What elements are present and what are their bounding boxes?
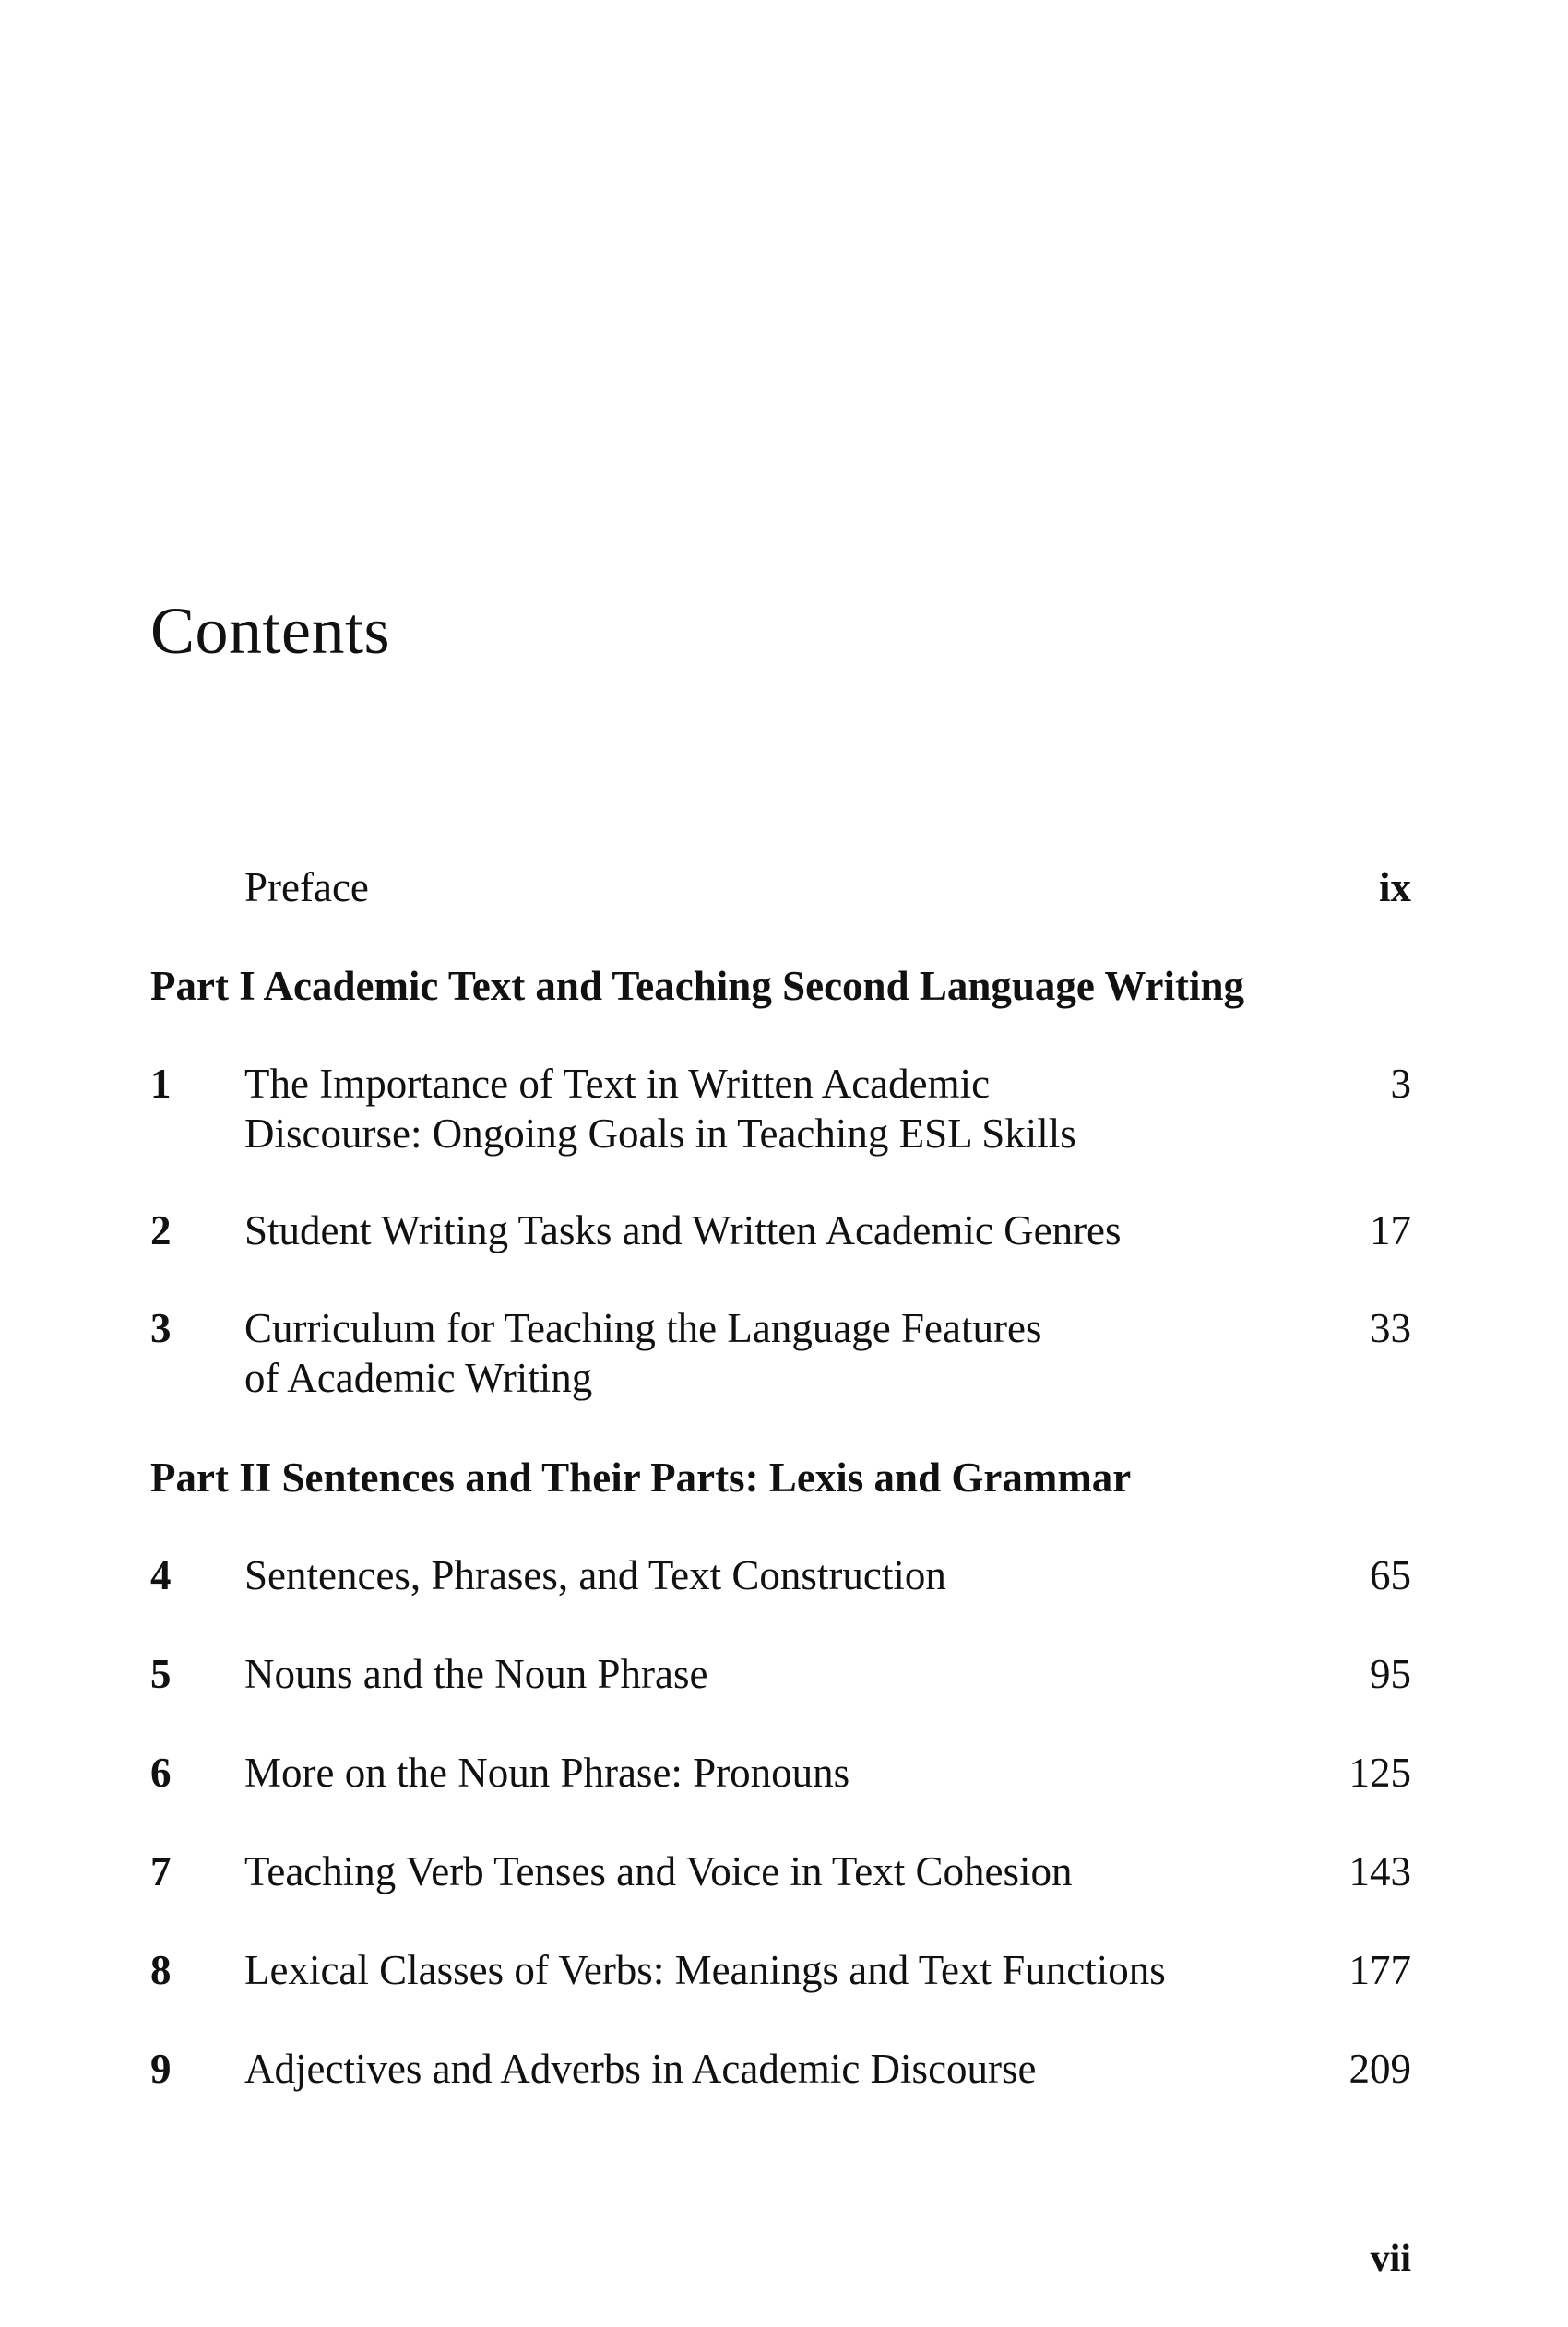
page-title: Contents <box>150 594 391 668</box>
toc-entry-page: 17 <box>1370 1207 1411 1253</box>
part-heading: Part I Academic Text and Teaching Second Language Writing <box>150 963 1244 1009</box>
toc-entry-page: 65 <box>1370 1552 1411 1598</box>
chapter-number: 8 <box>150 1947 172 1993</box>
toc-entry-page: 33 <box>1370 1305 1411 1351</box>
toc-entry-title <box>244 1303 1277 1403</box>
toc-entry-page: 125 <box>1348 1750 1411 1796</box>
toc-entry-page: 143 <box>1348 1848 1411 1894</box>
toc-entry-page: 95 <box>1370 1651 1411 1697</box>
toc-entry-title-line: Curriculum for Teaching the Language Features <box>244 1305 1042 1351</box>
part-heading: Part II Sentences and Their Parts: Lexis and Grammar <box>150 1454 1132 1501</box>
toc-entry-title: Preface <box>244 864 369 910</box>
toc-entry-page: 177 <box>1348 1947 1411 1993</box>
toc-entry-title-line: of Academic Writing <box>244 1355 593 1401</box>
toc-entry-title-line: The Importance of Text in Written Academic <box>244 1061 991 1107</box>
chapter-number: 1 <box>150 1061 172 1107</box>
toc-entry-title: Sentences, Phrases, and Text Construction <box>244 1552 946 1598</box>
toc-entry-title: Nouns and the Noun Phrase <box>244 1651 708 1697</box>
chapter-number: 5 <box>150 1651 172 1697</box>
chapter-number: 2 <box>150 1207 172 1253</box>
toc-entry-title: Teaching Verb Tenses and Voice in Text Cohesion <box>244 1848 1073 1894</box>
toc-entry-title: Lexical Classes of Verbs: Meanings and Text Functions <box>244 1947 1166 1993</box>
toc-entry-title: Adjectives and Adverbs in Academic Discourse <box>244 2046 1037 2092</box>
chapter-number: 4 <box>150 1552 172 1598</box>
toc-entry-title: More on the Noun Phrase: Pronouns <box>244 1750 850 1796</box>
chapter-number: 9 <box>150 2046 172 2092</box>
toc-entry-page: ix <box>1378 864 1411 910</box>
chapter-number: 6 <box>150 1750 172 1796</box>
toc-entry-page: 3 <box>1390 1061 1411 1107</box>
toc-entry-title <box>244 1059 1277 1158</box>
chapter-number: 7 <box>150 1848 172 1894</box>
chapter-number: 3 <box>150 1305 172 1351</box>
toc-entry-page: 209 <box>1348 2046 1411 2092</box>
page-number: vii <box>1370 2238 1411 2280</box>
toc-entry-title: Student Writing Tasks and Written Academic Genres <box>244 1207 1122 1253</box>
toc-entry-title-line: Discourse: Ongoing Goals in Teaching ESL Skills <box>244 1110 1076 1157</box>
